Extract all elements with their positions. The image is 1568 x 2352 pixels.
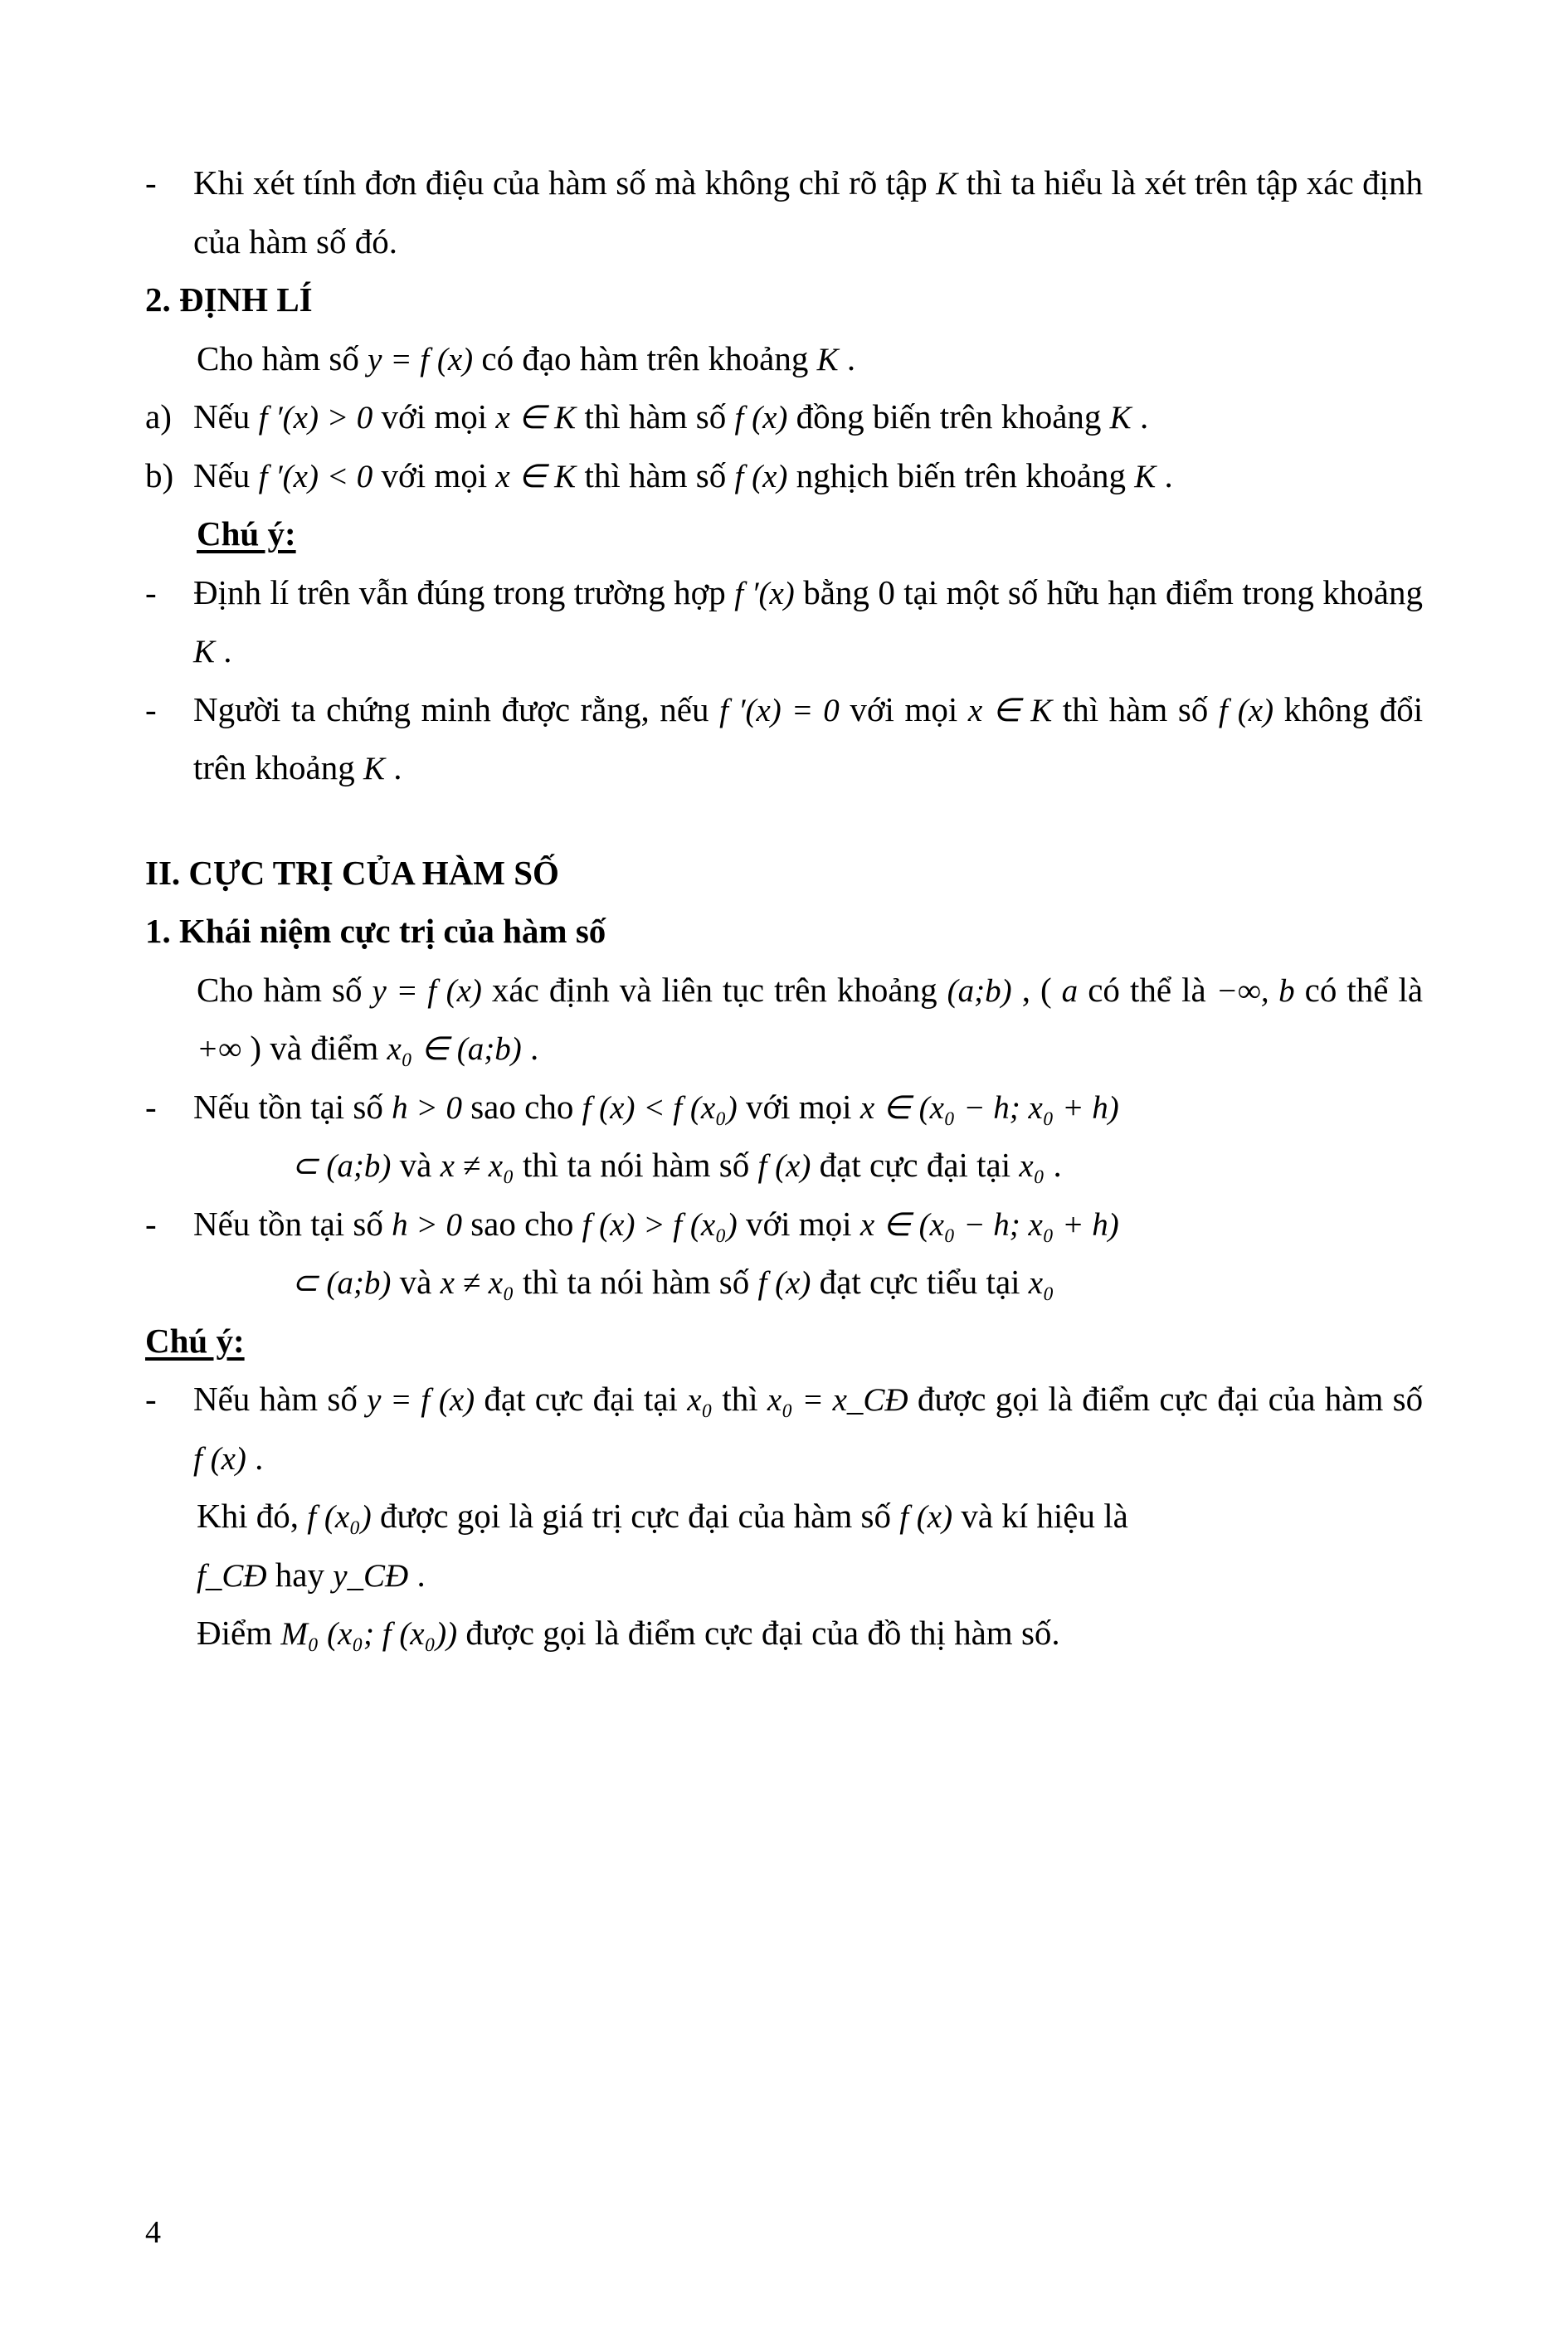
text-segment: đồng biến trên khoảng [796, 397, 1102, 436]
math-k: K [1134, 458, 1157, 494]
math-y-fx: y = f (x) [372, 972, 482, 1009]
text-segment: với mọi [850, 689, 958, 728]
text-segment: thì [722, 1380, 758, 1419]
text-segment: đạt cực đại tại [819, 1146, 1011, 1185]
text-segment: Nếu tồn tại số [193, 1087, 383, 1126]
math-y-fx: y = f (x) [367, 1382, 475, 1419]
math-fprime-lt-0: f ′(x) < 0 [258, 458, 373, 494]
paragraph-body [193, 446, 1423, 505]
math-k: K [816, 341, 839, 377]
item-marker-b: b) [145, 455, 174, 494]
list-item [145, 680, 1423, 797]
text-segment: Cho hàm số [197, 970, 363, 1009]
math-x0-in-ab: x₀ ∈ (a;b) [387, 1031, 522, 1068]
math-interval-ab: (a;b) [947, 972, 1012, 1009]
math-minus-infinity-b: −∞, b [1215, 972, 1295, 1009]
paragraph-body [193, 387, 1423, 446]
heading-khai-niem: 1. Khái niệm cực trị của hàm số [145, 912, 606, 951]
text-segment: ) và điểm [250, 1029, 379, 1068]
list-item-b [145, 446, 1423, 505]
math-subset-ab: ⊂ (a;b) [291, 1148, 392, 1185]
bullet-dash: - [145, 689, 157, 728]
math-m0-point: M₀ (x₀; f (x₀)) [280, 1616, 458, 1653]
item-marker-a: a) [145, 397, 172, 436]
bullet-dash: - [145, 572, 157, 611]
math-h-gt-0: h > 0 [392, 1206, 462, 1243]
text-segment: và [399, 1146, 432, 1185]
math-x-in-neighborhood: x ∈ (x₀ − h; x₀ + h) [859, 1089, 1119, 1126]
text-segment: . [1139, 397, 1149, 436]
math-fx: f (x) [757, 1265, 811, 1302]
text-segment: thì hàm số [584, 455, 727, 494]
math-plus-infinity: +∞ [197, 1031, 242, 1068]
text-segment: . [416, 1555, 426, 1594]
page-number: 4 [145, 2215, 161, 2250]
text-segment: có đạo hàm trên khoảng [481, 338, 809, 377]
math-x0: x₀ [1028, 1265, 1054, 1302]
paragraph-body [193, 153, 1423, 270]
text-segment: Khi xét tính đơn điệu của hàm số mà không chỉ rõ tập [193, 163, 928, 202]
list-item [145, 1370, 1423, 1487]
chu-y-label: Chú ý: [197, 514, 296, 553]
text-segment: với mọi [745, 1087, 852, 1126]
math-fx: f (x) [734, 400, 788, 436]
math-fx: f (x) [899, 1499, 953, 1536]
math-y-fx: y = f (x) [368, 341, 474, 377]
text-segment: . [1053, 1146, 1062, 1185]
text-segment: được gọi là giá trị cực đại của hàm số [379, 1497, 891, 1536]
math-x-neq-x0: x ≠ x₀ [440, 1265, 514, 1302]
note-label-chu-y [145, 504, 1423, 563]
text-segment: được gọi là điểm cực đại của hàm số [917, 1380, 1424, 1419]
math-x-neq-x0: x ≠ x₀ [440, 1148, 514, 1185]
math-k: K [936, 166, 958, 202]
math-k: K [363, 751, 385, 787]
math-fx: f (x) [193, 1440, 246, 1477]
paragraph-body [193, 1195, 1423, 1312]
math-k: K [193, 634, 216, 670]
note-label-chu-y-2 [145, 1312, 1423, 1371]
math-fprime-x: f ′(x) [734, 575, 795, 611]
text-segment: . [393, 748, 402, 787]
text-segment: có thể là [1304, 970, 1424, 1009]
text-segment: xác định và liên tục trên khoảng [491, 970, 937, 1009]
text-segment: thì ta hiểu là xét trên tập xác định của hàm số đó. [193, 163, 1424, 261]
paragraph-body [193, 563, 1423, 680]
text-segment: hay [275, 1555, 324, 1594]
math-fx: f (x) [734, 458, 788, 494]
math-f-x0: f (x₀) [307, 1499, 372, 1536]
continuation-indent [193, 1263, 291, 1301]
paragraph-diem-m0 [145, 1604, 1423, 1663]
text-segment: được gọi là điểm cực đại của đồ thị hàm số. [465, 1614, 1060, 1653]
math-x0-eq-xcd: x₀ = x_CĐ [767, 1382, 908, 1419]
text-segment: Người ta chứng minh được rằng, nếu [193, 689, 709, 728]
bullet-dash: - [145, 1380, 157, 1419]
text-segment: Nếu [193, 397, 251, 436]
math-fx-lt-fx0: f (x) < f (x₀) [582, 1089, 738, 1126]
list-item-a [145, 387, 1423, 446]
text-segment: sao cho [470, 1087, 574, 1126]
heading-dinh-li: 2. ĐỊNH LÍ [145, 280, 313, 319]
text-segment: Cho hàm số [197, 338, 359, 377]
heading-cuc-tri: II. CỰC TRỊ CỦA HÀM SỐ [145, 853, 559, 892]
math-subset-ab: ⊂ (a;b) [291, 1265, 392, 1302]
text-segment: bằng 0 tại một số hữu hạn điểm trong khoảng [803, 572, 1424, 611]
list-item [145, 1078, 1423, 1195]
text-segment: Định lí trên vẫn đúng trong trường hợp [193, 572, 726, 611]
math-a: a [1061, 972, 1079, 1009]
paragraph-cho-ham-so-2 [145, 961, 1423, 1078]
chu-y-label: Chú ý: [145, 1321, 245, 1360]
math-h-gt-0: h > 0 [392, 1089, 462, 1126]
text-segment: thì hàm số [584, 397, 727, 436]
bullet-dash: - [145, 1087, 157, 1126]
paragraph-cho-ham-so [145, 329, 1423, 388]
text-segment: thì ta nói hàm số [522, 1263, 750, 1302]
list-item [145, 153, 1423, 270]
math-fprime-gt-0: f ′(x) > 0 [258, 400, 373, 436]
bullet-dash: - [145, 1204, 157, 1243]
math-x-in-k: x ∈ K [967, 692, 1053, 728]
text-segment: , ( [1021, 970, 1052, 1009]
math-x-in-neighborhood: x ∈ (x₀ − h; x₀ + h) [859, 1206, 1119, 1243]
text-segment: Điểm [197, 1614, 273, 1653]
text-segment: và [399, 1263, 432, 1302]
continuation-indent [193, 1146, 291, 1184]
math-fcd: f_CĐ [197, 1557, 267, 1594]
text-segment: sao cho [470, 1204, 574, 1243]
text-segment: . [530, 1029, 539, 1068]
math-k: K [1109, 400, 1132, 436]
text-segment: Khi đó, [197, 1497, 299, 1536]
text-segment: Nếu hàm số [193, 1380, 358, 1419]
paragraph-khi-do [145, 1487, 1423, 1604]
math-x0: x₀ [687, 1382, 713, 1419]
text-segment: nghịch biến trên khoảng [796, 455, 1127, 494]
math-fx: f (x) [1218, 692, 1274, 728]
text-segment: thì hàm số [1062, 689, 1209, 728]
math-x-in-k: x ∈ K [495, 400, 577, 436]
text-segment: với mọi [381, 397, 488, 436]
text-segment: Nếu tồn tại số [193, 1204, 383, 1243]
math-x-in-k: x ∈ K [495, 458, 577, 494]
text-segment: không đổi trên khoảng [193, 689, 1424, 787]
paragraph-body [193, 1370, 1423, 1487]
text-segment: với mọi [381, 455, 488, 494]
text-segment: . [223, 631, 232, 670]
text-segment: . [1164, 455, 1173, 494]
text-segment: thì ta nói hàm số [522, 1146, 750, 1185]
paragraph-body [193, 1078, 1423, 1195]
list-item [145, 563, 1423, 680]
text-segment: và kí hiệu là [961, 1497, 1128, 1536]
bullet-dash: - [145, 163, 157, 202]
text-segment: Nếu [193, 455, 251, 494]
math-fx: f (x) [757, 1148, 811, 1185]
text-segment: đạt cực tiểu tại [819, 1263, 1020, 1302]
text-segment: với mọi [745, 1204, 852, 1243]
text-segment: . [846, 338, 856, 377]
text-segment: có thể là [1088, 970, 1206, 1009]
math-ycd: y_CĐ [333, 1557, 409, 1594]
text-segment: . [255, 1438, 264, 1477]
math-fprime-eq-0: f ′(x) = 0 [719, 692, 840, 728]
paragraph-body [193, 680, 1423, 797]
math-x0: x₀ [1019, 1148, 1045, 1185]
math-fx-gt-fx0: f (x) > f (x₀) [582, 1206, 738, 1243]
text-segment: đạt cực đại tại [484, 1380, 678, 1419]
list-item [145, 1195, 1423, 1312]
